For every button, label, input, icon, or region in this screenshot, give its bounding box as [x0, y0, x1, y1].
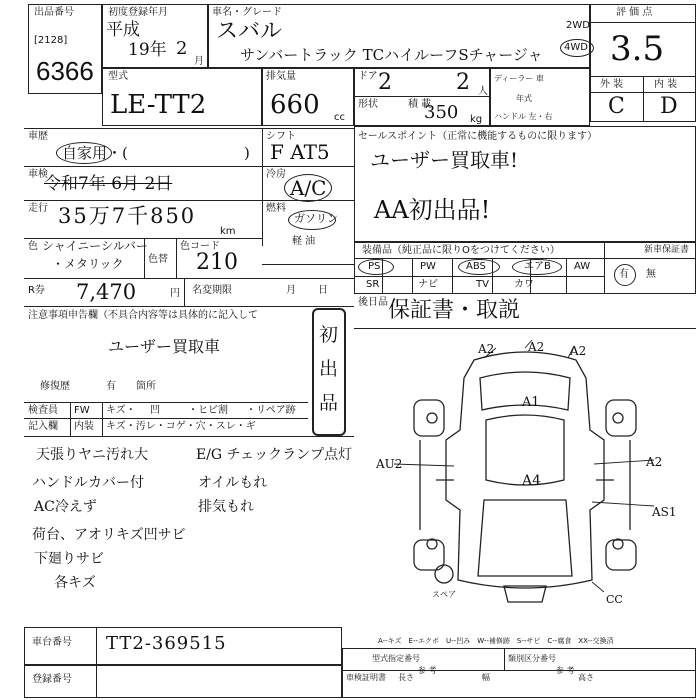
shape-label: 形状 — [358, 99, 378, 110]
fuel-value: ガソリン — [294, 212, 338, 225]
type-cert-label: 型式指定番号 — [372, 654, 420, 663]
equip-sr: SR — [366, 279, 380, 290]
equip-tv: TV — [476, 279, 489, 290]
lot-number: 6366 — [36, 56, 94, 86]
comment-2: ハンドルカバー付 — [32, 475, 144, 491]
door-value: 2 — [378, 70, 392, 95]
equip-pw: PW — [420, 261, 436, 272]
int-label: 内 装 — [654, 79, 678, 90]
car-model-grade: サンバートラック TCハイルーフSチャージャ — [240, 46, 543, 64]
first-reg-label: 初度登録年月 — [108, 7, 168, 18]
sales-point-label: セールスポイント（正常に機能するものに限ります） — [358, 131, 598, 142]
repair-count: 箇所 — [136, 381, 156, 392]
displacement-label: 排気量 — [266, 71, 296, 82]
type-value: LE-TT2 — [110, 90, 207, 120]
repair-label: 修復歴 — [40, 381, 70, 392]
name-change-month: 月 — [286, 285, 296, 296]
class-ref: 参 考 — [556, 666, 575, 675]
mark-a4: A4 — [522, 473, 542, 489]
mileage-label: 走行 — [28, 203, 48, 214]
reg-number-label: 登録番号 — [32, 674, 72, 685]
class-label: 類別区分番号 — [508, 654, 556, 663]
equip-airbag: エアB — [524, 261, 551, 272]
comment-7: E/G チェックランプ点灯 — [196, 447, 353, 463]
inspector-interior: 内装 — [74, 421, 94, 432]
color-value-line2: ・メタリック — [52, 257, 124, 271]
drive-2wd: 2WD — [566, 20, 590, 31]
car-maker: スバル — [216, 19, 283, 44]
inspector-dent: 凹 — [150, 405, 160, 416]
equipment-label: 装備品（純正品に限りOをつけてください） — [362, 245, 560, 256]
notes-label: 注意事項申告欄（不具合内容等は具体的に記入して — [28, 310, 258, 321]
score-label: 評 価 点 — [616, 7, 653, 18]
capacity-unit: 人 — [478, 86, 488, 97]
equip-abs: ABS — [466, 261, 486, 272]
chassis-label: 車台番号 — [32, 637, 72, 648]
mileage-unit: km — [220, 226, 236, 237]
dealer-label: ディーラー 車 — [494, 74, 544, 83]
mark-a2-1: A2 — [478, 342, 495, 356]
displacement-unit: cc — [334, 112, 345, 123]
cert-width: 幅 — [482, 673, 490, 682]
lot-number-sub: [2128] — [34, 35, 68, 46]
model-year-label: 年式 — [516, 94, 532, 103]
cert-length: 長さ — [398, 673, 414, 682]
aircon-value: A/C — [290, 176, 327, 200]
recycle-value: 7,470 — [76, 280, 137, 304]
car-name-label: 車名・グレード — [212, 7, 282, 18]
mark-au2: AU2 — [376, 457, 403, 471]
equip-aw: AW — [574, 261, 591, 272]
mark-cc: CC — [606, 593, 623, 606]
equip-leather: カワ — [514, 279, 534, 290]
displacement-value: 660 — [270, 90, 320, 120]
first-reg-month: 2 — [176, 38, 188, 59]
inspector-crack: ・ヒビ割 — [188, 405, 228, 416]
inspection-value: 令和7年 6月 2日 — [44, 174, 173, 194]
usage-close: ) — [244, 144, 250, 162]
mileage-value: 35万7千850 — [58, 204, 197, 228]
warranty-no: 無 — [646, 269, 656, 280]
usage-value: 自家用・( — [62, 144, 128, 162]
first-reg-year: 19年 — [128, 40, 167, 60]
first-reg-month-unit: 月 — [194, 56, 204, 67]
inspector-repair: ・リペア跡 — [246, 405, 296, 416]
shift-value: F AT5 — [270, 140, 330, 164]
recycle-label: R券 — [28, 285, 45, 296]
first-reg-era: 平成 — [106, 20, 140, 40]
int-grade: D — [660, 94, 678, 119]
comment-9: 排気もれ — [198, 499, 254, 515]
lot-number-label: 出品番号 — [34, 7, 74, 18]
damage-legend: A--キズ E--エクボ U--凹み W--補修跡 S--サビ C--腐食 XX--交換済 — [378, 637, 614, 645]
load-label: 積 載 — [408, 99, 432, 110]
aircon-label: 冷房 — [266, 169, 286, 180]
mark-as1: AS1 — [652, 505, 677, 519]
inspector-interior-items: キズ・汚レ・コゲ・穴・スレ・ギ — [106, 421, 256, 432]
mark-a2-2: A2 — [528, 340, 545, 354]
warranty-yes: 有 — [619, 269, 629, 280]
usage-label: 車歴 — [28, 131, 48, 142]
sales-point-line1: ユーザー買取車! — [370, 148, 519, 172]
color-value-line1: シャイニーシルバー — [42, 239, 148, 253]
first-listing-stamp-text: 初出品 — [319, 324, 339, 414]
comment-3: AC冷えず — [34, 499, 97, 515]
attachments-value: 保証書・取説 — [388, 298, 521, 323]
inspector-label-2: 記入欄 — [28, 421, 58, 432]
drive-4wd: 4WD — [564, 42, 588, 53]
fuel-diesel: 軽 油 — [292, 236, 316, 247]
new-warranty-label: 新車保証書 — [644, 245, 690, 255]
capacity-value: 2 — [456, 70, 470, 95]
inspector-scratch: キズ・ — [106, 405, 136, 416]
comment-6: 各キズ — [54, 575, 96, 591]
repair-value: 有 — [106, 381, 116, 392]
comment-8: オイルもれ — [198, 475, 268, 491]
cert-height: 高さ — [578, 673, 594, 682]
fuel-label: 燃料 — [266, 203, 286, 214]
score-value: 3.5 — [610, 29, 665, 69]
color-label: 色 — [28, 241, 38, 252]
color-code-value: 210 — [196, 250, 238, 275]
inspection-label: 車検 — [28, 169, 48, 180]
inspector-label-1: 検査員 — [28, 405, 58, 416]
comment-5: 下廻りサビ — [34, 551, 104, 567]
comment-1: 天張りヤニ汚れ大 — [36, 447, 148, 463]
notes-value: ユーザー買取車 — [108, 337, 221, 356]
load-value: 350 — [424, 102, 459, 123]
attachments-label: 後日品 — [358, 297, 388, 308]
load-unit: kg — [470, 114, 483, 125]
sales-point-box — [354, 126, 696, 242]
mark-spare: スペア — [432, 590, 456, 599]
mark-a1: A1 — [522, 395, 540, 410]
ext-label: 外 装 — [600, 79, 624, 90]
comment-4: 荷台、アオリキズ凹サビ — [32, 527, 186, 543]
door-label: ドア — [358, 71, 378, 82]
color-code-label: 色コード — [180, 241, 220, 252]
equip-navi: ナビ — [418, 279, 438, 290]
equip-ps: PS — [368, 261, 381, 272]
recycle-unit: 円 — [170, 288, 180, 299]
chassis-value: TT2-369515 — [106, 633, 227, 654]
mark-a2-3: A2 — [570, 344, 587, 358]
ext-grade: C — [608, 94, 625, 119]
name-change-day: 日 — [318, 285, 328, 296]
mark-a2-right: A2 — [646, 455, 663, 469]
name-change-label: 名変期限 — [192, 285, 232, 296]
handle-label: ハンドル 左・右 — [494, 112, 553, 121]
shift-label: シフト — [266, 131, 296, 142]
inspector-fw: FW — [74, 405, 90, 416]
type-cert-ref: 参 考 — [418, 666, 437, 675]
sales-point-line2: AA初出品! — [374, 196, 491, 224]
cert-label: 車検証明書 — [346, 673, 386, 682]
type-label: 型式 — [108, 71, 128, 82]
color-change-label: 色替 — [148, 254, 168, 265]
